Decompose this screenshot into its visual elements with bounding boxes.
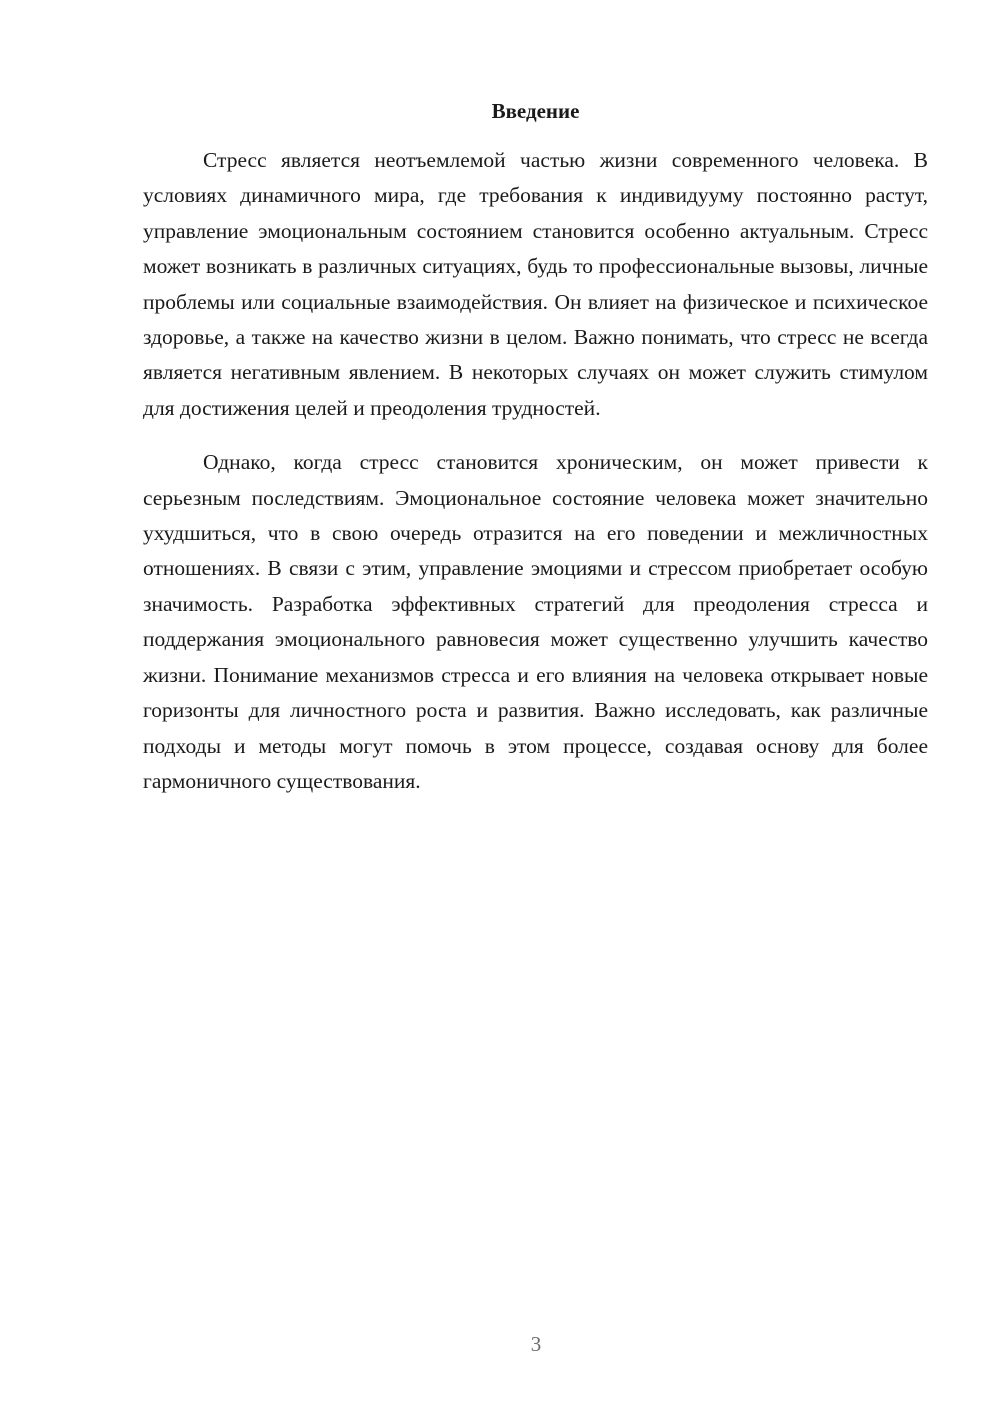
- page-number: 3: [530, 1332, 542, 1356]
- paragraph-2: Однако, когда стресс становится хроническим, он может привести к серьезным последствиям. Эмоциональное состояние человека может значительно ухудшиться, что в свою очередь отразится на его поведении и межличностных отношениях. В связи с этим, управление эмоциями и стрессом приобретает особую значимость. Разработка эффективных стратегий для преодоления стресса и поддержания эмоционального равновесия может существенно улучшить качество жизни. Понимание механизмов стресса и его влияния на человека открывает новые горизонты для личностного роста и развития. Важно исследовать, как различные подходы и методы могут помочь в этом процессе, создавая основу для более гармоничного существования.: [143, 450, 928, 793]
- paragraph-1: Стресс является неотъемлемой частью жизни современного человека. В условиях динамичного мира, где требования к индивидууму постоянно растут, управление эмоциональным состоянием становится особенно актуальным. Стресс может возникать в различных ситуациях, будь то профессиональные вызовы, личные проблемы или социальные взаимодействия. Он влияет на физическое и психическое здоровье, а также на качество жизни в целом. Важно понимать, что стресс не всегда является негативным явлением. В некоторых случаях он может служить стимулом для достижения целей и преодоления трудностей.: [143, 148, 928, 420]
- section-heading: Введение: [491, 99, 580, 123]
- body-text: [143, 143, 928, 818]
